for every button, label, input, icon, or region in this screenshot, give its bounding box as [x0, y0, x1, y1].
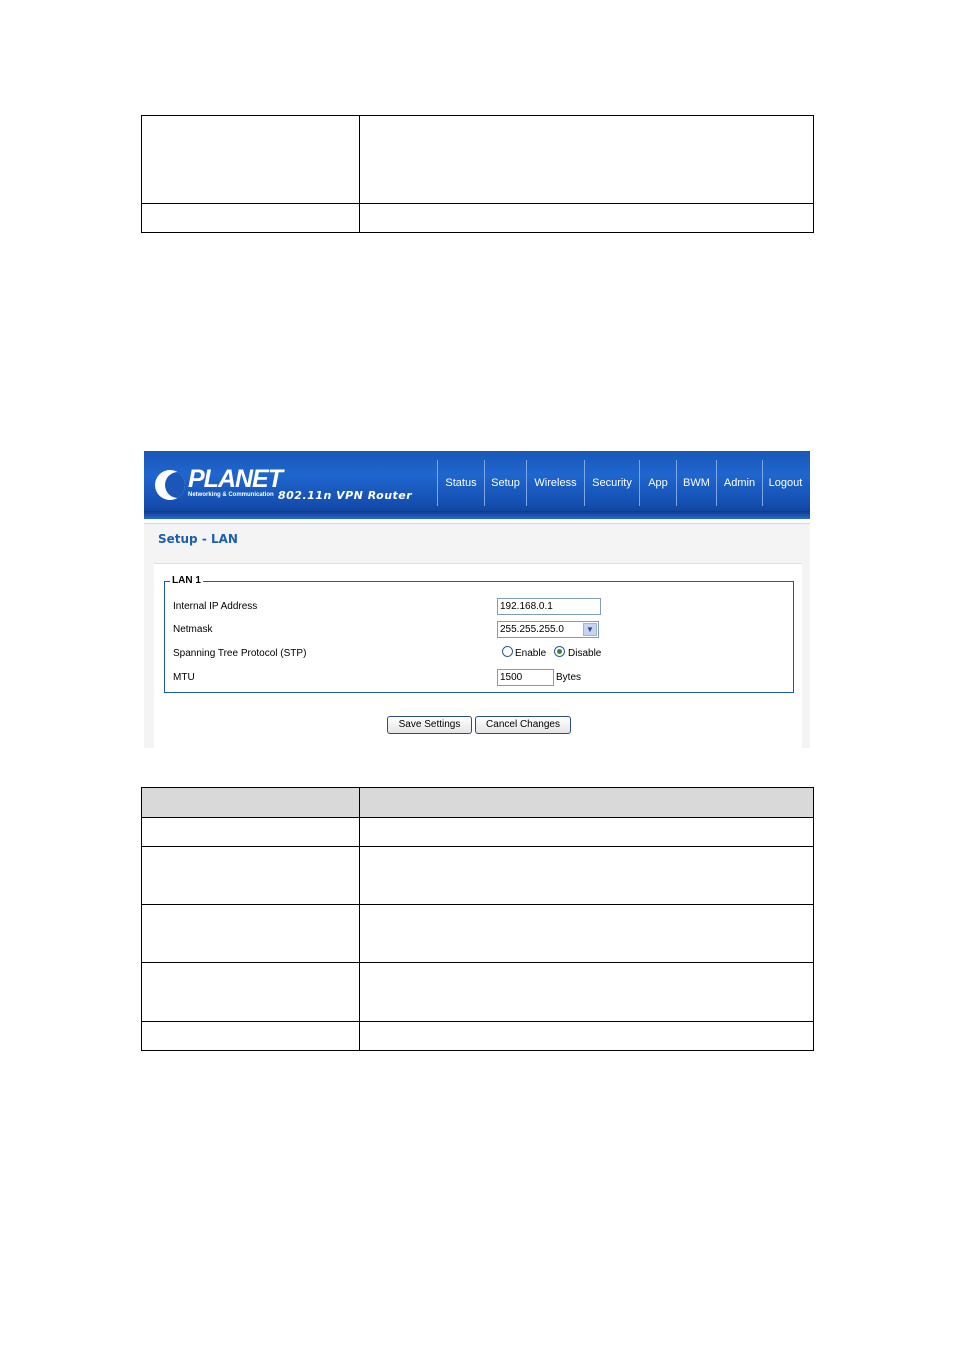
nav-bwm[interactable]: BWM: [676, 460, 716, 506]
stp-disable-radio[interactable]: [554, 646, 565, 657]
table-header-cell: [142, 788, 360, 818]
nav-security[interactable]: Security: [584, 460, 639, 506]
nav-admin[interactable]: Admin: [716, 460, 762, 506]
header-bar: [144, 451, 810, 519]
netmask-select[interactable]: [497, 621, 599, 638]
header-stripe: [144, 511, 810, 519]
netmask-label: Netmask: [173, 624, 213, 635]
table-cell: [142, 905, 360, 963]
nav-logout[interactable]: Logout: [762, 460, 808, 506]
table-cell: [142, 847, 360, 905]
table-cell: [360, 905, 814, 963]
planet-logo-icon: [155, 470, 185, 500]
mtu-label: MTU: [173, 672, 195, 683]
table-cell: [142, 818, 360, 847]
stp-enable-label: Enable: [515, 648, 547, 659]
lan-legend: LAN 1: [172, 575, 201, 586]
nav-wireless[interactable]: Wireless: [526, 460, 584, 506]
product-name: 802.11n VPN Router: [278, 489, 413, 502]
save-settings-button[interactable]: Save Settings: [387, 716, 472, 734]
router-screenshot: [144, 451, 810, 747]
table-header-cell: [360, 788, 814, 818]
table-cell: [360, 963, 814, 1022]
mtu-input[interactable]: 1500: [497, 669, 554, 686]
main-nav: [437, 460, 808, 506]
stp-label: Spanning Tree Protocol (STP): [173, 648, 307, 659]
ip-label: Internal IP Address: [173, 601, 258, 612]
netmask-value: 255.255.255.0: [500, 624, 564, 635]
doc-table-bottom: [141, 787, 814, 1051]
ip-address-input[interactable]: 192.168.0.1: [497, 598, 601, 615]
doc-table-top: [141, 115, 814, 233]
lan-fieldset: [164, 581, 794, 693]
mtu-unit: Bytes: [556, 672, 582, 683]
table-cell: [360, 116, 814, 204]
nav-app[interactable]: App: [639, 460, 676, 506]
table-cell: [142, 204, 360, 233]
stp-disable-label: Disable: [568, 648, 602, 659]
cancel-changes-button[interactable]: Cancel Changes: [475, 716, 571, 734]
table-cell: [142, 963, 360, 1022]
nav-setup[interactable]: Setup: [484, 460, 526, 506]
page-title: Setup - LAN: [158, 532, 238, 546]
logo-text: PLANET: [188, 465, 282, 493]
nav-status[interactable]: Status: [437, 460, 484, 506]
table-cell: [360, 847, 814, 905]
chevron-down-icon[interactable]: ▼: [583, 623, 597, 636]
table-cell: [360, 818, 814, 847]
table-cell: [142, 116, 360, 204]
table-cell: [360, 1022, 814, 1051]
logo-tagline: Networking & Communication: [188, 492, 274, 498]
table-cell: [142, 1022, 360, 1051]
table-cell: [360, 204, 814, 233]
stp-enable-radio[interactable]: [502, 646, 513, 657]
